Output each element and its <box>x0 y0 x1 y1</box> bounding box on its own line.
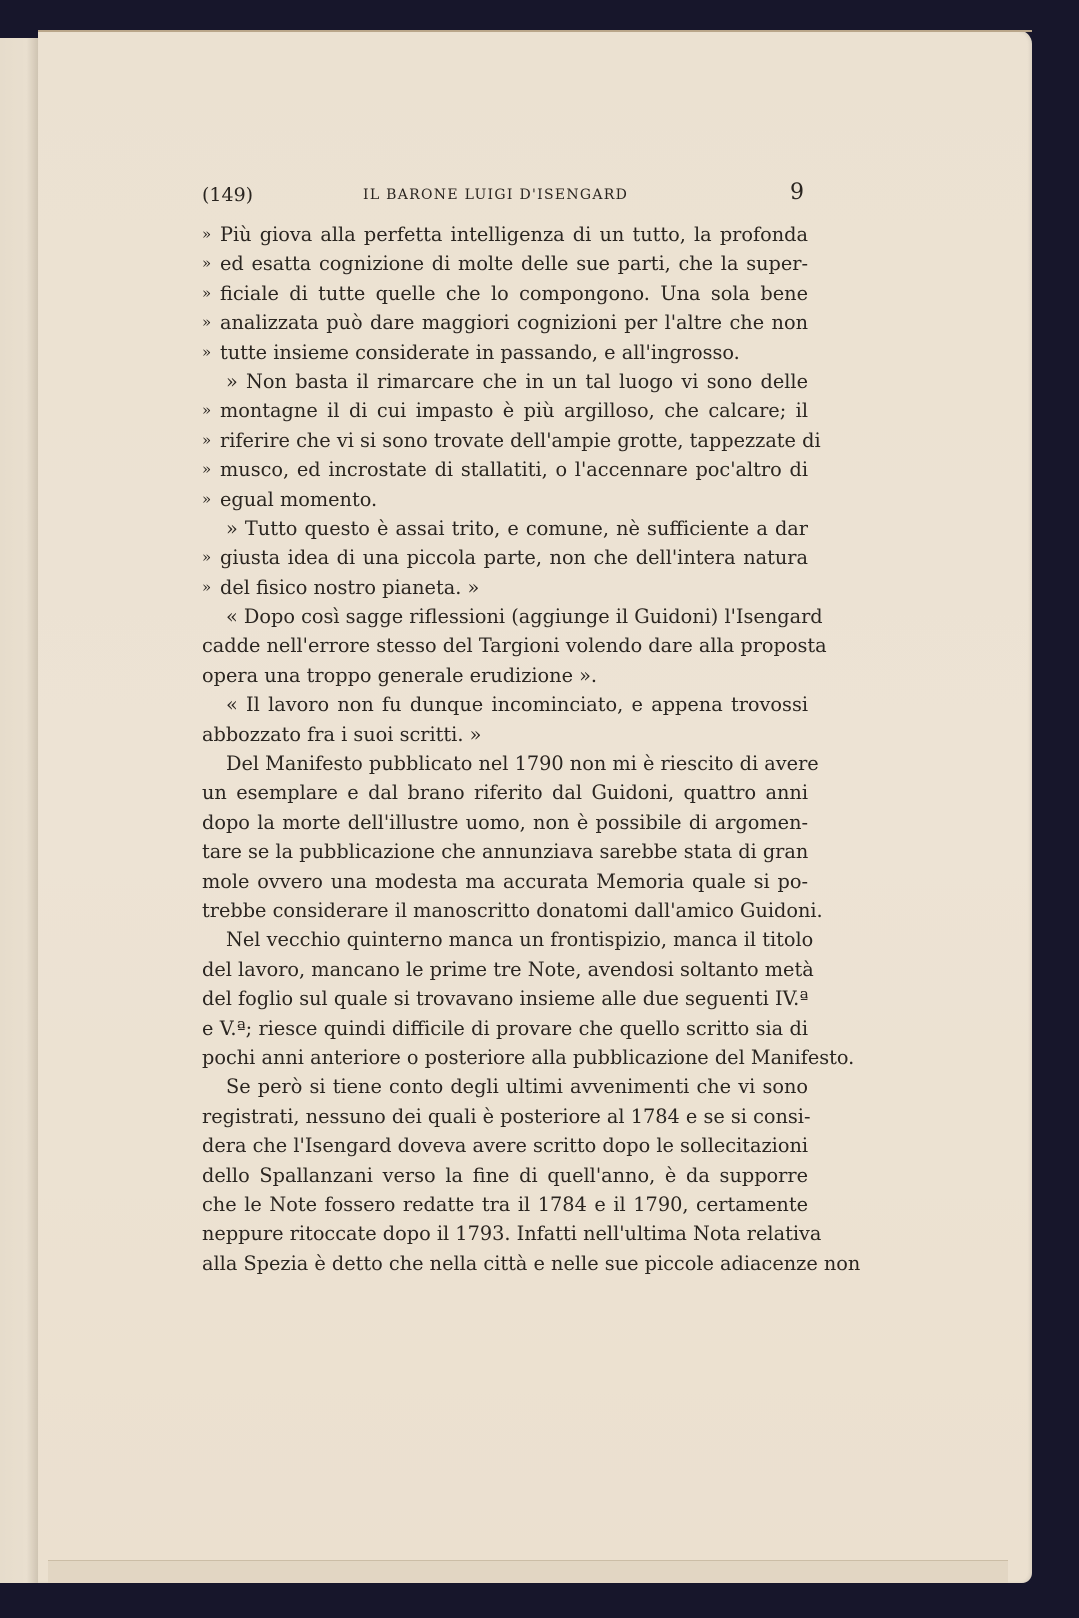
line-text: ed esatta cognizione di molte delle sue parti, che la super- <box>220 252 808 276</box>
line-text: abbozzato fra i suoi scritti. » <box>202 722 482 746</box>
line-text: « Il lavoro non fu dunque incominciato, e appena trovossi <box>226 693 808 717</box>
line-text: e V.ª; riesce quindi difficile di provare che quello scritto sia di <box>202 1016 808 1040</box>
line-text: musco, ed incrostate di stallatiti, o l'accennare poc'altro di <box>220 458 808 482</box>
quote-mark: » <box>202 430 212 449</box>
text-line <box>178 1161 808 1190</box>
running-head <box>178 180 808 220</box>
text-line <box>178 867 808 896</box>
quote-mark: » <box>202 548 212 567</box>
text-line <box>178 455 808 484</box>
text-line <box>178 308 808 337</box>
line-text: neppure ritoccate dopo il 1793. Infatti nell'ultima Nota relativa <box>202 1222 822 1246</box>
page-number: 9 <box>790 180 804 205</box>
text-line <box>178 1014 808 1043</box>
line-text: tare se la pubblicazione che annunziava sarebbe stata di gran <box>202 840 809 864</box>
text-line <box>178 1219 822 1248</box>
text-line <box>178 367 808 396</box>
quote-mark: » <box>202 225 212 243</box>
text-line <box>178 1249 861 1278</box>
text-line <box>178 631 827 660</box>
line-text: cadde nell'errore stesso del Targioni volendo dare alla proposta <box>202 634 827 658</box>
line-text: mole ovvero una modesta ma accurata Memoria quale si po- <box>202 869 808 893</box>
line-text: « Dopo così sagge riflessioni (aggiunge il Guidoni) l'Isengard <box>226 605 823 629</box>
line-text: dello Spallanzani verso la fine di quell'anno, è da supporre <box>202 1163 808 1187</box>
line-text: montagne il di cui impasto è più argilloso, che calcare; il <box>220 399 808 423</box>
line-text: Più giova alla perfetta intelligenza di un tutto, la profonda <box>220 223 808 246</box>
text-line <box>178 1043 855 1072</box>
line-text: riferire che vi si sono trovate dell'ampie grotte, tappezzate di <box>220 428 821 452</box>
line-text: Nel vecchio quinterno manca un frontispizio, manca il titolo <box>226 928 814 952</box>
text-line <box>178 955 814 984</box>
text-line <box>178 1072 808 1101</box>
line-text: egual momento. <box>220 487 378 511</box>
text-line <box>178 837 808 866</box>
quote-mark: » <box>202 313 212 332</box>
line-text: analizzata può dare maggiori cognizioni per l'altre che non <box>220 311 808 335</box>
line-text: » Tutto questo è assai trito, e comune, nè sufficiente a dar <box>226 516 808 540</box>
text-line <box>178 720 808 749</box>
text-line <box>178 573 808 602</box>
running-title: IL BARONE LUIGI D'ISENGARD <box>363 187 629 203</box>
text-line <box>178 808 808 837</box>
line-text: Del Manifesto pubblicato nel 1790 non mi è riescito di avere <box>226 752 819 776</box>
line-text: del fisico nostro pianeta. » <box>220 575 480 599</box>
text-line <box>178 749 819 778</box>
page-top-edge <box>38 30 1032 32</box>
text-line <box>178 514 808 543</box>
line-text: un esemplare e dal brano riferito dal Guidoni, quattro anni <box>202 781 808 805</box>
text-line <box>178 543 808 572</box>
quote-mark: » <box>202 283 212 302</box>
text-line <box>178 1102 811 1131</box>
quote-mark: » <box>202 460 212 479</box>
quote-mark: » <box>202 254 212 273</box>
text-line <box>178 426 821 455</box>
line-text: trebbe considerare il manoscritto donatomi dall'amico Guidoni. <box>202 898 823 922</box>
line-text: » Non basta il rimarcare che in un tal luogo vi sono delle <box>226 369 808 393</box>
text-block <box>178 180 861 1278</box>
text-line <box>178 396 808 425</box>
text-line <box>178 690 808 719</box>
text-line <box>178 249 808 278</box>
page-bottom-fold <box>48 1560 1008 1583</box>
text-line <box>178 896 823 925</box>
text-line <box>178 778 808 807</box>
previous-page-edge <box>0 38 39 1583</box>
line-text: dera che l'Isengard doveva avere scritto dopo le sollecitazioni <box>202 1134 809 1158</box>
line-text: Se però si tiene conto degli ultimi avvenimenti che vi sono <box>226 1075 808 1099</box>
text-line <box>178 1131 808 1160</box>
body-text <box>178 220 861 1278</box>
line-text: ficiale di tutte quelle che lo compongono. Una sola bene <box>220 281 808 305</box>
text-line <box>178 661 808 690</box>
line-text: tutte insieme considerate in passando, e all'ingrosso. <box>220 340 740 364</box>
line-text: pochi anni anteriore o posteriore alla pubblicazione del Manifesto. <box>202 1045 855 1069</box>
quote-mark: » <box>202 577 212 596</box>
text-line <box>178 925 814 954</box>
line-text: che le Note fossero redatte tra il 1784 e il 1790, certamente <box>202 1192 808 1216</box>
line-text: giusta idea di una piccola parte, non che dell'intera natura <box>220 546 808 570</box>
line-text: del lavoro, mancano le prime tre Note, avendosi soltanto metà <box>202 957 814 981</box>
text-line <box>178 279 808 308</box>
line-text: dopo la morte dell'illustre uomo, non è possibile di argomen- <box>202 810 808 834</box>
book-page <box>38 30 1032 1583</box>
text-line <box>178 220 808 249</box>
line-text: opera una troppo generale erudizione ». <box>202 663 598 687</box>
line-text: registrati, nessuno dei quali è posteriore al 1784 e se si consi- <box>202 1104 811 1128</box>
text-line <box>178 485 808 514</box>
text-line <box>178 1190 808 1219</box>
line-text: del foglio sul quale si trovavano insieme alle due seguenti IV.ª <box>202 987 809 1011</box>
quote-mark: » <box>202 489 212 508</box>
text-line <box>178 984 808 1013</box>
text-line <box>178 338 808 367</box>
folio-number: (149) <box>202 184 254 206</box>
line-text: alla Spezia è detto che nella città e nelle sue piccole adiacenze non <box>202 1251 861 1275</box>
text-line <box>178 602 823 631</box>
quote-mark: » <box>202 401 212 420</box>
quote-mark: » <box>202 342 212 361</box>
